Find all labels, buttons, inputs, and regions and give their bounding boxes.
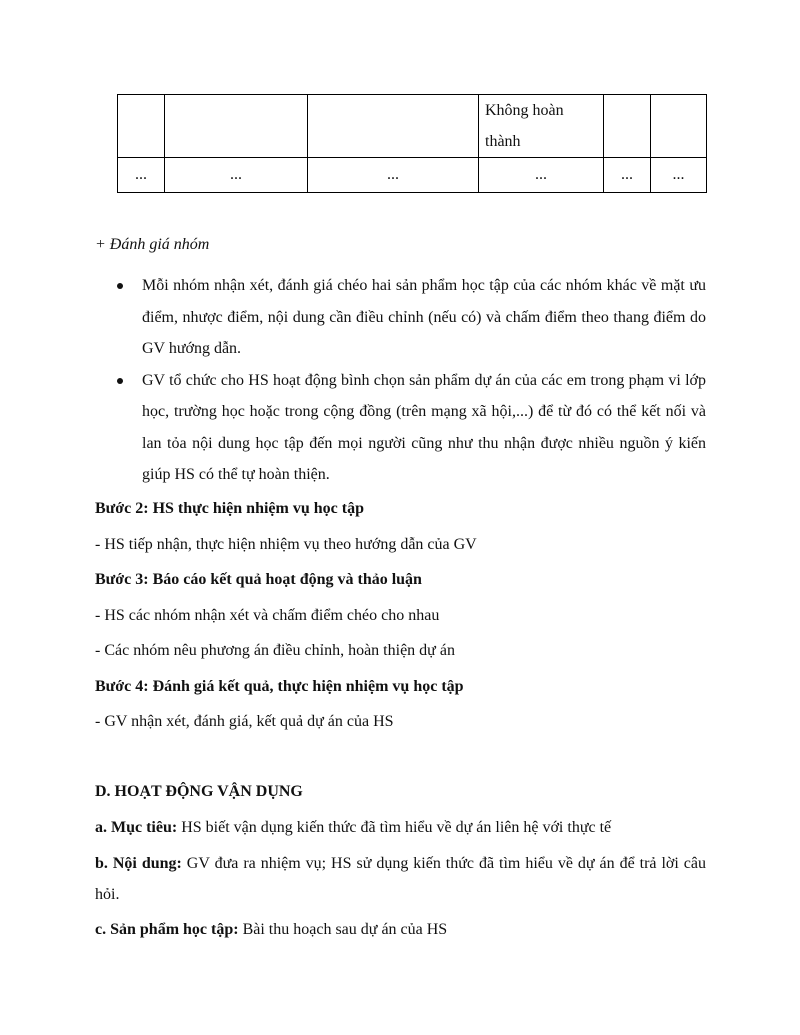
list-item-text: Mỗi nhóm nhận xét, đánh giá chéo hai sản phẩm học tập của các nhóm khác về mặt ưu điểm, nhược điểm, nội dung cần điều chỉnh (nếu có) và chấm điểm theo thang điểm do GV hướng dẫn. [142, 277, 706, 357]
step3-line: - HS các nhóm nhận xét và chấm điểm chéo cho nhau [95, 607, 440, 624]
table-cell: ... [308, 158, 479, 193]
product-line [95, 920, 447, 940]
table-cell-status: Không hoàn thành [479, 95, 604, 158]
table-cell: ... [651, 158, 707, 193]
objective-label: a. Mục tiêu: [95, 819, 178, 836]
step3-line: - Các nhóm nêu phương án điều chỉnh, hoàn thiện dự án [95, 642, 455, 659]
content-paragraph [95, 848, 706, 910]
table-cell [308, 95, 479, 158]
content-text: GV đưa ra nhiệm vụ; HS sử dụng kiến thức đã tìm hiểu về dự án để trả lời câu hỏi. [95, 855, 707, 903]
step2-heading: Bước 2: HS thực hiện nhiệm vụ học tập [95, 500, 364, 517]
product-label: c. Sản phẩm học tập: [95, 921, 239, 938]
step3-heading: Bước 3: Báo cáo kết quả hoạt động và thảo luận [95, 571, 422, 588]
table-cell: ... [604, 158, 651, 193]
table-cell: ... [479, 158, 604, 193]
content-label: b. Nội dung: [95, 855, 182, 872]
table-cell [604, 95, 651, 158]
step2-line: - HS tiếp nhận, thực hiện nhiệm vụ theo hướng dẫn của GV [95, 536, 477, 553]
list-item-text: GV tổ chức cho HS hoạt động bình chọn sản phẩm dự án của các em trong phạm vi lớp học, trường học hoặc trong cộng đồng (trên mạng xã hội,...) để từ đó có thể kết nối và lan tỏa nội dung học tập đến mọi người cũng như thu nhận được nhiều nguồn ý kiến giúp HS có thể tự hoàn thiện. [142, 371, 706, 483]
table-cell: ... [165, 158, 308, 193]
step4-line: - GV nhận xét, đánh giá, kết quả dự án của HS [95, 713, 394, 730]
table-cell [118, 95, 165, 158]
table-row [118, 158, 707, 193]
objective-line [95, 818, 611, 838]
objective-text: HS biết vận dụng kiến thức đã tìm hiểu về dự án liên hệ với thực tế [177, 819, 612, 836]
table-cell [651, 95, 707, 158]
bullet-icon [117, 378, 123, 384]
list-item [95, 270, 706, 365]
product-text: Bài thu hoạch sau dự án của HS [238, 921, 448, 938]
table-cell: ... [118, 158, 165, 193]
list-item [95, 365, 706, 491]
group-eval-heading: + Đánh giá nhóm [95, 236, 210, 253]
section-d-title: D. HOẠT ĐỘNG VẬN DỤNG [95, 783, 303, 800]
table-cell [165, 95, 308, 158]
evaluation-table [117, 94, 707, 193]
table-row [118, 95, 707, 158]
bullet-icon [117, 283, 123, 289]
group-eval-list [95, 270, 706, 491]
step4-heading: Bước 4: Đánh giá kết quả, thực hiện nhiệm vụ học tập [95, 678, 464, 695]
